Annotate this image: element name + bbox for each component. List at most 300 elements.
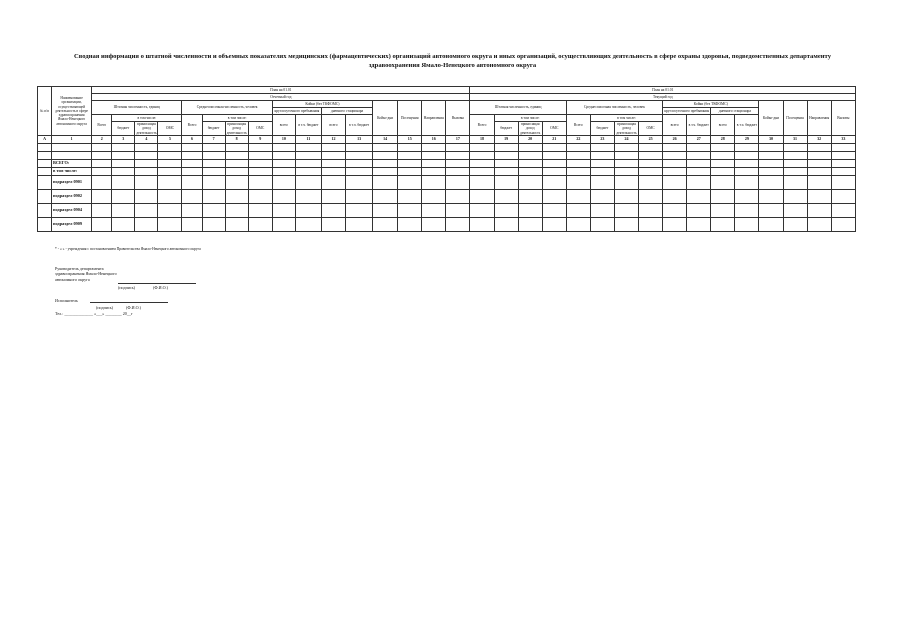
col-number: 25 [639, 136, 663, 144]
table-cell [248, 218, 272, 232]
table-cell [398, 160, 422, 168]
table-cell [158, 152, 182, 160]
avg-total-1: Всего [182, 115, 202, 136]
row-label: в том числе: [52, 168, 92, 176]
table-cell [295, 152, 321, 160]
visits-header-1: Посещения [398, 101, 422, 136]
table-cell [248, 176, 272, 190]
sig-head-line2: здравоохранения Ямало-Ненецкого [55, 271, 117, 277]
table-cell [373, 176, 398, 190]
table-cell [112, 160, 135, 168]
row-number-cell [38, 190, 52, 204]
col-number: 18 [470, 136, 494, 144]
table-cell [272, 218, 295, 232]
table-cell [759, 168, 783, 176]
col-number: 16 [422, 136, 446, 144]
table-cell [295, 160, 321, 168]
col-number: 1 [52, 136, 92, 144]
sig-exec-cap-name: (Ф.И.О.) [126, 305, 141, 310]
table-cell [38, 144, 52, 152]
table-cell [321, 176, 345, 190]
summary-table-container [37, 86, 856, 244]
table-cell [663, 190, 687, 204]
sig-executor-label: Исполнитель [55, 298, 78, 303]
summary-table [37, 86, 856, 232]
avg-oms-2: ОМС [639, 122, 663, 136]
table-cell [566, 160, 590, 168]
table-cell [225, 160, 248, 168]
table-cell [272, 168, 295, 176]
table-cell [422, 152, 446, 160]
table-cell [321, 160, 345, 168]
col-number: 24 [614, 136, 638, 144]
table-cell [182, 144, 202, 152]
table-cell [494, 190, 518, 204]
rc-all-2: всего [663, 115, 687, 136]
table-cell [373, 152, 398, 160]
table-cell [663, 168, 687, 176]
table-cell [92, 176, 112, 190]
table-cell [202, 152, 225, 160]
table-cell [687, 152, 711, 160]
table-cell [422, 190, 446, 204]
table-cell [373, 204, 398, 218]
round-clock-header-2: круглосуточного пребывания [664, 108, 710, 113]
table-cell [470, 144, 494, 152]
table-row [38, 218, 856, 232]
day-stay-header-2: дневного стационара [711, 108, 759, 115]
table-cell [807, 168, 831, 176]
avg-income-2: приносящая доход деятельность [616, 122, 637, 135]
table-cell [735, 168, 759, 176]
table-cell [783, 152, 807, 160]
row-label: подраздел 0902 [52, 190, 92, 204]
table-cell [202, 176, 225, 190]
table-cell [542, 144, 566, 152]
avg-incl-2: в том числе: [590, 115, 662, 122]
table-cell [248, 190, 272, 204]
table-cell [135, 176, 158, 190]
table-body [38, 144, 856, 232]
table-cell [112, 168, 135, 176]
table-cell [225, 218, 248, 232]
table-cell [92, 160, 112, 168]
table-cell [92, 190, 112, 204]
table-cell [225, 204, 248, 218]
table-cell [470, 176, 494, 190]
table-cell [346, 168, 373, 176]
table-cell [518, 152, 542, 160]
table-cell [518, 168, 542, 176]
table-cell [446, 160, 470, 168]
signature-block-head [55, 266, 117, 282]
bed-days-header-1: Койко-дни [373, 101, 398, 136]
col-number: 28 [711, 136, 735, 144]
table-cell [373, 160, 398, 168]
table-cell [831, 204, 855, 218]
table-cell [158, 190, 182, 204]
table-cell [807, 218, 831, 232]
bed-days-header-2: Койко-дни [759, 101, 783, 136]
row-number-cell [38, 218, 52, 232]
table-cell [346, 218, 373, 232]
table-cell [182, 160, 202, 168]
sig-exec-cap-sign: (подпись) [96, 305, 113, 310]
table-cell [494, 204, 518, 218]
table-cell [202, 204, 225, 218]
table-cell [202, 160, 225, 168]
table-cell [422, 218, 446, 232]
table-cell [182, 190, 202, 204]
table-row [38, 160, 856, 168]
table-cell [807, 144, 831, 152]
ds-all-2: всего [711, 115, 735, 136]
table-cell [807, 204, 831, 218]
table-cell [831, 190, 855, 204]
table-cell [135, 190, 158, 204]
table-cell [248, 160, 272, 168]
avg-oms-1: ОМС [248, 122, 272, 136]
table-cell [614, 168, 638, 176]
table-cell [470, 190, 494, 204]
ds-all-1: всего [321, 115, 345, 136]
table-cell [735, 160, 759, 168]
table-cell [446, 190, 470, 204]
col-number: 9 [248, 136, 272, 144]
table-cell [470, 168, 494, 176]
table-cell [422, 144, 446, 152]
table-cell [542, 190, 566, 204]
table-cell [639, 160, 663, 168]
table-cell [590, 190, 614, 204]
table-cell [494, 144, 518, 152]
col-number: 2 [92, 136, 112, 144]
table-cell [398, 144, 422, 152]
table-cell [346, 204, 373, 218]
calls-header-2: Вызовы [831, 101, 855, 136]
plan-current-header: План на 01.01 [92, 87, 470, 94]
table-cell [783, 176, 807, 190]
avg-header-1: Среднесписочная численность, человек [182, 101, 272, 115]
table-cell [807, 152, 831, 160]
table-cell [687, 204, 711, 218]
staff-total-2: Всего [470, 115, 494, 136]
table-cell [518, 218, 542, 232]
table-cell [590, 152, 614, 160]
table-cell [92, 144, 112, 152]
table-cell [783, 160, 807, 168]
table-cell [566, 144, 590, 152]
staff-incl-2: в том числе: [494, 115, 566, 122]
table-cell [590, 218, 614, 232]
row-number-cell [38, 176, 52, 190]
table-cell [783, 168, 807, 176]
table-cell [494, 218, 518, 232]
table-cell [542, 168, 566, 176]
ds-budget-2: в т.ч. бюджет [735, 115, 759, 136]
table-cell [614, 190, 638, 204]
col-number: 20 [518, 136, 542, 144]
document-title [40, 53, 865, 70]
table-cell [831, 176, 855, 190]
col-number: 31 [783, 136, 807, 144]
table-cell [566, 168, 590, 176]
col-number: 10 [272, 136, 295, 144]
table-cell [566, 190, 590, 204]
avg-income-1: приносящая доход деятельность [226, 122, 247, 135]
table-cell [182, 204, 202, 218]
table-cell [470, 160, 494, 168]
plan-current-year: Отчетный год [92, 94, 470, 101]
table-cell [248, 152, 272, 160]
col-number: 13 [346, 136, 373, 144]
table-cell [663, 144, 687, 152]
table-cell [759, 190, 783, 204]
col-number: 17 [446, 136, 470, 144]
table-cell [373, 190, 398, 204]
col-number: А [38, 136, 52, 144]
table-cell [272, 204, 295, 218]
staff-oms-1: ОМС [158, 122, 182, 136]
sig-head-line1: Руководитель департамента [55, 266, 104, 271]
table-cell [135, 218, 158, 232]
table-cell [542, 204, 566, 218]
title-line-2: здравоохранения Ямало-Ненецкого автономного округа [368, 61, 537, 69]
table-cell [112, 218, 135, 232]
table-cell [590, 168, 614, 176]
table-cell [295, 218, 321, 232]
table-cell [687, 218, 711, 232]
table-cell [225, 190, 248, 204]
col-number: 21 [542, 136, 566, 144]
staff-budget-1: бюджет [112, 122, 135, 136]
table-cell [831, 144, 855, 152]
col-name-header: Наименование организации, осуществляющей деятельность в сфере здравоохранения Ямало-Ненецкого автономного округа [52, 87, 92, 136]
table-cell [639, 176, 663, 190]
table-cell [182, 168, 202, 176]
table-cell [158, 160, 182, 168]
avg-budget-2: бюджет [590, 122, 614, 136]
table-cell [92, 152, 112, 160]
table-cell [112, 144, 135, 152]
table-cell [422, 176, 446, 190]
table-cell [590, 144, 614, 152]
table-cell [225, 152, 248, 160]
table-cell [639, 168, 663, 176]
table-cell [542, 218, 566, 232]
table-cell [711, 190, 735, 204]
plan-next-header: План на 01.01 [470, 87, 856, 94]
table-cell [566, 204, 590, 218]
column-number-row [38, 136, 856, 144]
table-cell [446, 218, 470, 232]
table-cell [614, 160, 638, 168]
table-cell [272, 160, 295, 168]
col-number: 22 [566, 136, 590, 144]
beds-header-2: Койки (без ТКФОМС) [663, 101, 759, 108]
table-cell [112, 152, 135, 160]
table-cell [446, 168, 470, 176]
table-cell [446, 204, 470, 218]
referrals-header-1: Направления [422, 101, 446, 136]
table-row [38, 204, 856, 218]
table-cell [614, 218, 638, 232]
table-cell [494, 168, 518, 176]
table-cell [398, 168, 422, 176]
table-cell [321, 190, 345, 204]
ds-budget-1: в т.ч. бюджет [346, 115, 373, 136]
table-cell [542, 176, 566, 190]
table-cell [711, 204, 735, 218]
table-cell [272, 176, 295, 190]
table-cell [112, 190, 135, 204]
col-number: 33 [831, 136, 855, 144]
table-cell [158, 218, 182, 232]
table-cell [446, 152, 470, 160]
table-cell [687, 144, 711, 152]
table-cell [158, 168, 182, 176]
staff-total-1: Всего [92, 115, 112, 136]
table-cell [494, 176, 518, 190]
table-cell [272, 190, 295, 204]
table-row [38, 176, 856, 190]
table-cell [711, 218, 735, 232]
table-cell [135, 168, 158, 176]
table-row [38, 144, 856, 152]
table-cell [663, 176, 687, 190]
table-cell [295, 144, 321, 152]
table-cell [373, 144, 398, 152]
staff-income-1: приносящая доход деятельность [136, 122, 157, 135]
sig-exec-name-line [122, 302, 168, 303]
table-cell [202, 218, 225, 232]
table-cell [248, 204, 272, 218]
sig-exec-phone: Тел.: ______________ «___» ________ 20__г [55, 311, 133, 316]
col-number: 29 [735, 136, 759, 144]
table-cell [422, 160, 446, 168]
table-cell [783, 144, 807, 152]
table-cell [590, 204, 614, 218]
table-cell [398, 176, 422, 190]
table-row [38, 152, 856, 160]
plan-next-year: Текущий год [470, 94, 856, 101]
table-cell [398, 152, 422, 160]
col-number: 3 [112, 136, 135, 144]
table-cell [398, 218, 422, 232]
calls-header-1: Вызовы [446, 101, 470, 136]
table-cell [38, 152, 52, 160]
day-stay-header-1: дневного стационара [321, 108, 372, 115]
avg-total-2: Всего [566, 115, 590, 136]
row-number-cell [38, 160, 52, 168]
table-cell [783, 190, 807, 204]
table-cell [639, 152, 663, 160]
table-cell [182, 176, 202, 190]
table-cell [158, 144, 182, 152]
table-cell [735, 144, 759, 152]
row-label: подраздел 0909 [52, 218, 92, 232]
table-cell [711, 176, 735, 190]
table-cell [135, 144, 158, 152]
table-cell [272, 152, 295, 160]
col-number: 6 [182, 136, 202, 144]
staff-header-2: Штатная численность, единиц [470, 101, 566, 115]
beds-header-1: Койки (без ТКФОМС) [272, 101, 372, 108]
table-cell [663, 160, 687, 168]
table-cell [202, 168, 225, 176]
table-cell [446, 176, 470, 190]
table-cell [566, 152, 590, 160]
staff-budget-2: бюджет [494, 122, 518, 136]
table-cell [225, 168, 248, 176]
table-cell [639, 144, 663, 152]
table-cell [590, 160, 614, 168]
table-cell [321, 218, 345, 232]
table-cell [135, 152, 158, 160]
table-cell [807, 190, 831, 204]
table-cell [92, 168, 112, 176]
table-cell [373, 168, 398, 176]
table-cell [711, 144, 735, 152]
table-cell [112, 204, 135, 218]
table-cell [422, 204, 446, 218]
col-number: 14 [373, 136, 398, 144]
table-cell [831, 218, 855, 232]
table-cell [295, 176, 321, 190]
table-cell [202, 144, 225, 152]
table-cell [663, 218, 687, 232]
table-cell [92, 218, 112, 232]
table-cell [759, 218, 783, 232]
table-cell [398, 190, 422, 204]
table-cell [470, 204, 494, 218]
col-number: 27 [687, 136, 711, 144]
table-cell [807, 160, 831, 168]
col-number: 7 [202, 136, 225, 144]
col-number: 19 [494, 136, 518, 144]
staff-incl-1: в том числе: [112, 115, 182, 122]
table-cell [687, 190, 711, 204]
table-cell [518, 144, 542, 152]
table-cell [614, 152, 638, 160]
table-cell [711, 160, 735, 168]
table-cell [446, 144, 470, 152]
table-cell [321, 152, 345, 160]
sig-head-cap-name: (Ф.И.О.) [153, 285, 168, 290]
row-number-cell [38, 204, 52, 218]
table-cell [639, 190, 663, 204]
footnote: * - « » - учреждения с постановлением Правительства Ямало-Ненецкого автономного округа [55, 247, 201, 251]
col-number: 4 [135, 136, 158, 144]
table-cell [687, 160, 711, 168]
table-cell [518, 176, 542, 190]
table-cell [759, 152, 783, 160]
table-cell [346, 144, 373, 152]
table-cell [663, 152, 687, 160]
table-cell [735, 190, 759, 204]
table-cell [158, 176, 182, 190]
table-cell [759, 144, 783, 152]
table-cell [759, 204, 783, 218]
col-number: 15 [398, 136, 422, 144]
table-cell [831, 168, 855, 176]
table-cell [202, 190, 225, 204]
table-cell [711, 168, 735, 176]
table-cell [639, 204, 663, 218]
title-line-1: Сводная информация о штатной численности и объемных показателях медицинских (фармацевтических) организаций автономного округа и иных организаций, осуществляющих деятельность в сфере охраны здоровья, подведомственных департаменту [73, 53, 832, 60]
table-cell [346, 160, 373, 168]
avg-budget-1: бюджет [202, 122, 225, 136]
